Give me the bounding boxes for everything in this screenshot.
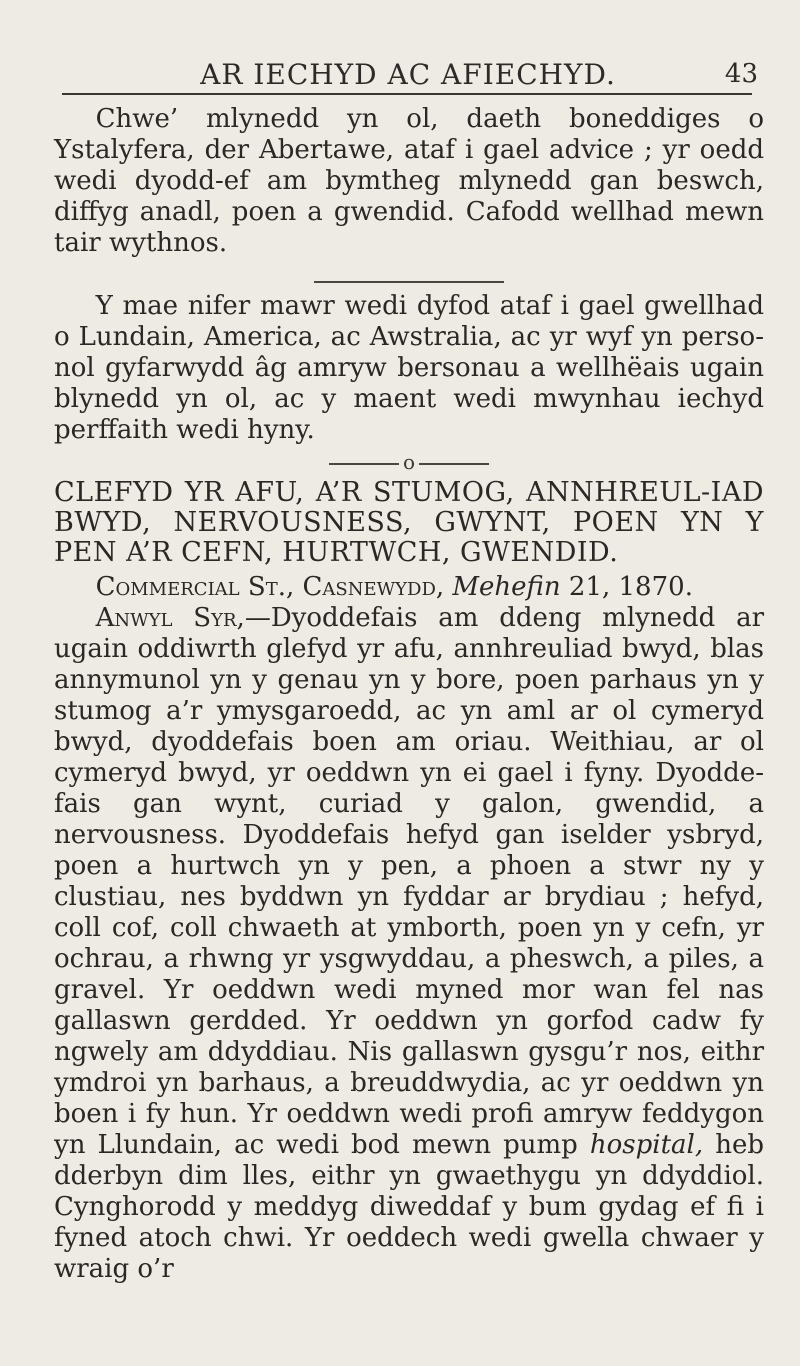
ornament-divider <box>54 452 764 472</box>
dateline-date: 21, 1870. <box>568 572 693 602</box>
running-title: AR IECHYD AC AFIECHYD. <box>200 58 616 91</box>
page-number: 43 <box>724 59 758 89</box>
letter-italic-word: hospital, <box>589 1130 704 1160</box>
ornament-mark: o <box>402 450 416 474</box>
header-rule <box>62 93 752 95</box>
dateline-place: Commercial St., Casnewydd, <box>95 572 445 602</box>
paragraph-ystalyfera: Chwe’ mlynedd yn ol, daeth boneddiges o Ystalyfera, der Abertawe, ataf i gael advice ; yr oedd wedi dyodd-ef am bymtheg mlynedd gan beswch, diffyg anadl, poen a gwendid. Cafodd wellhad mewn tair wythnos. <box>54 104 764 258</box>
body-text <box>54 104 764 1285</box>
ornament-dash-right <box>419 463 489 465</box>
section-heading: CLEFYD YR AFU, A’R STUMOG, ANNHREUL-IAD BWYD, NERVOUSNESS, GWYNT, POEN YN Y PEN A’R CEFN, HURTWCH, GWENDID. <box>54 477 764 568</box>
dateline-month: Mehefin <box>452 572 561 602</box>
section-divider <box>314 281 504 283</box>
ornament-dash-left <box>329 463 399 465</box>
letter-paragraph <box>54 603 764 1285</box>
letter-body-end: heb dderbyn dim lles, eithr yn gwaethygu yn ddyddiol. Cynghorodd y meddyg diweddaf y bum gydag ef fi i fyned atoch chwi. Yr oeddech wedi gwella chwaer y wraig o’r <box>54 1130 764 1284</box>
running-head <box>58 58 758 98</box>
letter-salutation: Anwyl Syr, <box>95 603 245 633</box>
letter-body: —Dyoddefais am ddeng mlynedd ar ugain oddiwrth glefyd yr afu, annhreuliad bwyd, blas annymunol yn y genau yn y bore, poen parhaus yn y stumog a’r ymysgaroedd, ac yn aml ar ol cymeryd bwyd, dyoddefais boen am oriau. Weithiau, ar ol cymeryd bwyd, yr oeddwn yn ei gael i fyny. Dyodde-fais gan wynt, curiad y galon, gwendid, a nervousness. Dyoddefais hefyd gan iselder ysbryd, poen a hurtwch yn y pen, a phoen a stwr ny y clustiau, nes byddwn yn fyddar ar brydiau ; hefyd, coll cof, coll chwaeth at ymborth, poen yn y cefn, yr ochrau, a rhwng yr ysgwyddau, a pheswch, a piles, a gravel. Yr oeddwn wedi myned mor wan fel nas gallaswn gerdded. Yr oeddwn yn gorfod cadw fy ngwely am ddyddiau. Nis gallaswn gysgu’r nos, eithr ymdroi yn barhaus, a breuddwydia, ac yr oeddwn yn boen i fy hun. Yr oeddwn wedi profi amryw feddygon yn Llundain, ac wedi bod mewn pump <box>54 603 765 1160</box>
paragraph-patients-abroad: Y mae nifer mawr wedi dyfod ataf i gael gwellhad o Lundain, America, ac Awstralia, ac yr wyf yn perso-nol gyfarwydd âg amryw bersonau a wellhëais ugain blynedd yn ol, ac y maent wedi mwynhau iechyd perffaith wedi hyny. <box>54 291 764 445</box>
letter-dateline <box>54 572 764 603</box>
